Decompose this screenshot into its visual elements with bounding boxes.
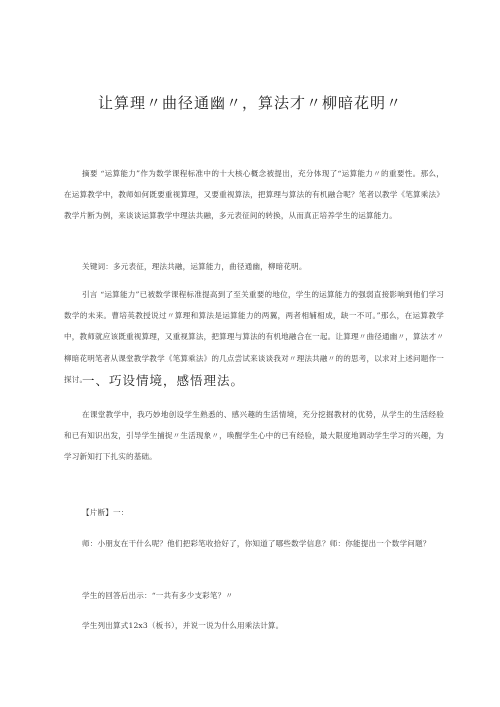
document-title: 让算理〃曲径通幽〃，算法才〃柳暗花明〃 [97, 94, 402, 112]
intro-paragraph: 引言 “运算能力”已被数学课程标准提高到了至关重要的地位，学生的运算能力的强弱直接影响到他们学习数学的未来。曹培英教授说过〃算理和算法是运算能力的两翼，两者相辅相成，缺一不可。”那么，在运算教学中，教师就应该既重视算理，又重视算法，把算理与算法的有机地融合在一起。让算理〃曲径通幽〃，算法才〃柳暗花明笔者从课堂教学教学《笔算乘法》的几点尝试来谈谈我对〃理法共融〃的的思考，以求对上述问题作一探讨。 [64, 290, 444, 384]
section-paragraph: 在课堂教学中，我巧妙地创设学生熟悉的、感兴趣的生活情境，充分挖掘教材的优势，从学生的生活经验和已有知识出发，引导学生捕捉〃生活现象〃，唤醒学生心中的已有经验，最大限度地调动学生学习的兴趣，为学习新知打下扎实的基础。 [64, 410, 444, 462]
keywords-paragraph: 关键词：多元表征，理法共融，运算能力，曲径通幽，柳暗花明。 [82, 262, 307, 271]
fragment-label: 【片断】一： [82, 508, 129, 517]
dialog-paragraph: 师：小朋友在干什么呢？他们把彩笔收拾好了，你知道了哪些数学信息？师：你能提出一个数学问题？ [82, 539, 431, 548]
dialog-paragraph: 学生的回答后出示：“一共有多少支彩笔？〃 [82, 591, 234, 600]
dialog-paragraph: 学生列出算式12x3（板书），并说一说为什么用乘法计算。 [82, 621, 284, 630]
section-heading: 一、巧设情境，感悟理法。 [82, 373, 245, 388]
abstract-paragraph: 摘要 “运算能力”作为数学课程标准中的十大核心概念被提出，充分体现了“运算能力〃的重要性。那么，在运算教学中，教师如何既要重视算理，又要重视算法，把算理与算法的有机融合呢？笔者以教学《笔算乘法》教学片断为例，来谈谈运算教学中理法共融，多元表征间的转换，从而真正培养学生的运算能力。 [64, 169, 444, 221]
